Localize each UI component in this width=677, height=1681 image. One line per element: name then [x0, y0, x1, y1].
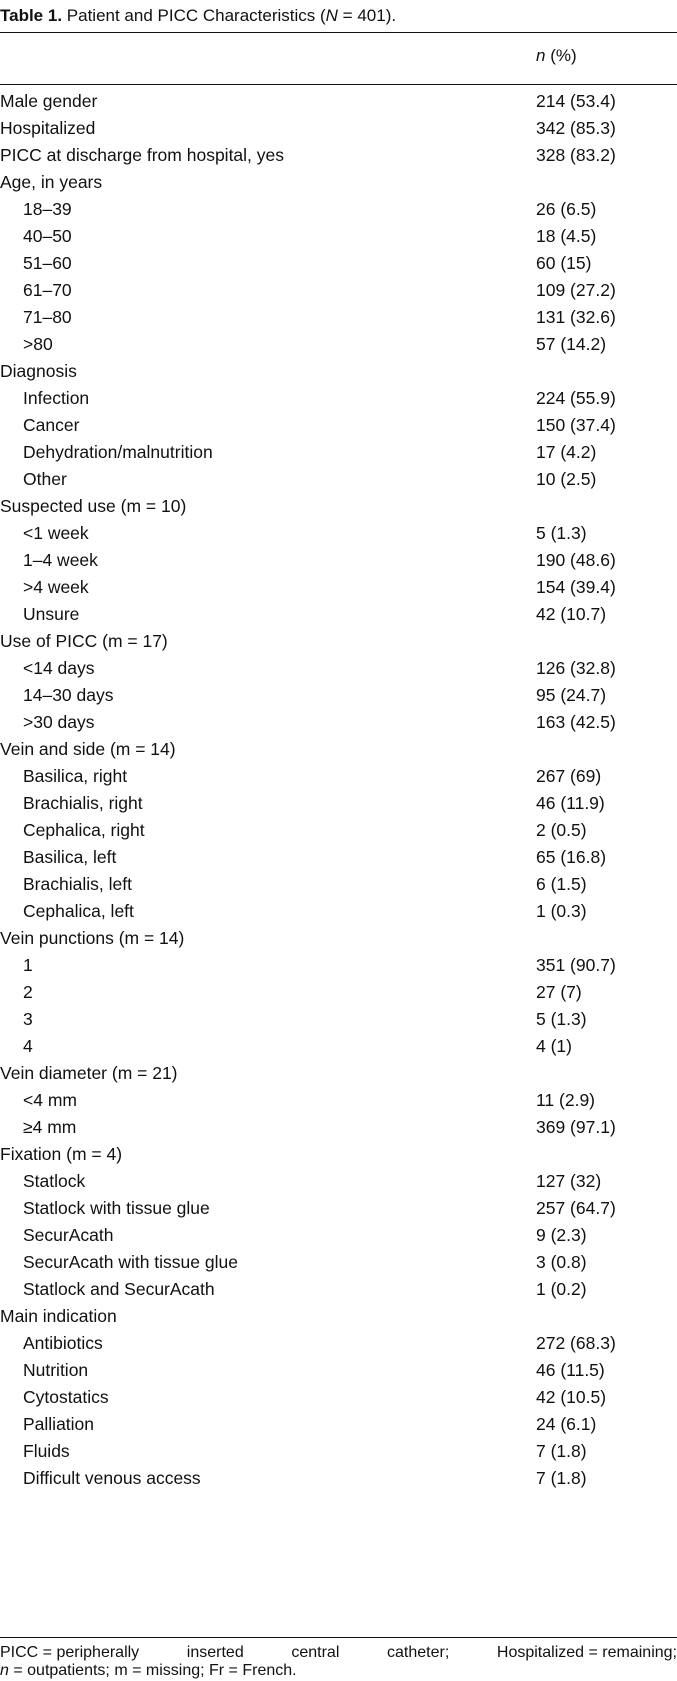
row-label: Brachialis, left: [23, 874, 132, 894]
row-value: 1 (0.3): [536, 901, 587, 921]
footnote-line-2: [0, 1662, 677, 1680]
table-row: [0, 412, 677, 439]
table-row-category: [0, 358, 677, 385]
row-label: SecurAcath: [23, 1225, 114, 1245]
row-label: Use of PICC (m = 17): [0, 631, 168, 651]
table-row: [0, 1033, 677, 1060]
table-caption: [0, 5, 396, 27]
table-row: [0, 1114, 677, 1141]
row-label: 1: [23, 955, 33, 975]
row-label: Hospitalized: [0, 118, 96, 138]
row-label: SecurAcath with tissue glue: [23, 1252, 238, 1272]
table-row: [0, 871, 677, 898]
row-label: Basilica, left: [23, 847, 117, 867]
row-value: 267 (69): [536, 766, 602, 786]
table-row: [0, 385, 677, 412]
row-value: 1 (0.2): [536, 1279, 587, 1299]
row-value: 26 (6.5): [536, 199, 597, 219]
row-label: >30 days: [23, 712, 95, 732]
row-value: 42 (10.7): [536, 604, 607, 624]
row-value: 11 (2.9): [536, 1090, 596, 1110]
row-value: 46 (11.5): [536, 1360, 605, 1380]
row-label: Diagnosis: [0, 361, 77, 381]
table-row-category: [0, 115, 677, 142]
row-label: Vein diameter (m = 21): [0, 1063, 178, 1083]
row-value: 190 (48.6): [536, 550, 616, 570]
table-row: [0, 1276, 677, 1303]
row-label: PICC at discharge from hospital, yes: [0, 145, 285, 165]
row-value: 163 (42.5): [536, 712, 616, 732]
footnote-word: inserted: [186, 1644, 244, 1661]
row-label: Fixation (m = 4): [0, 1144, 123, 1164]
row-label: Fluids: [23, 1441, 70, 1461]
row-value: 46 (11.9): [536, 793, 605, 813]
row-value: 95 (24.7): [536, 685, 607, 705]
table-body: [0, 88, 677, 1492]
row-label: Statlock with tissue glue: [23, 1198, 210, 1218]
table-row: [0, 817, 677, 844]
row-label: Palliation: [23, 1414, 95, 1434]
row-label: Brachialis, right: [23, 793, 143, 813]
row-label: <1 week: [23, 523, 89, 543]
table-row: [0, 466, 677, 493]
table-row: [0, 763, 677, 790]
row-value: 60 (15): [536, 253, 592, 273]
row-value: 24 (6.1): [536, 1414, 597, 1434]
row-value: 57 (14.2): [536, 334, 607, 354]
table-row: [0, 844, 677, 871]
row-label: ≥4 mm: [23, 1117, 77, 1137]
row-value: 126 (32.8): [536, 658, 616, 678]
row-value: 127 (32): [536, 1171, 602, 1191]
row-label: 4: [23, 1036, 33, 1056]
table-row: [0, 1330, 677, 1357]
row-value: 224 (55.9): [536, 388, 616, 408]
row-value: 328 (83.2): [536, 145, 616, 165]
row-value: 4 (1): [536, 1036, 572, 1056]
row-label: Cephalica, left: [23, 901, 134, 921]
row-value: 42 (10.5): [536, 1387, 607, 1407]
row-label: 2: [23, 982, 33, 1002]
row-value: 272 (68.3): [536, 1333, 616, 1353]
table-row: [0, 1465, 677, 1492]
table-row: [0, 547, 677, 574]
bottom-rule: [0, 1637, 677, 1638]
footnote-word: central: [291, 1644, 340, 1661]
footnote-line-2-text: = outpatients; m = missing; Fr = French.: [8, 1662, 297, 1679]
row-value: 18 (4.5): [536, 226, 597, 246]
row-label: 40–50: [23, 226, 72, 246]
table-row: [0, 250, 677, 277]
row-value: 131 (32.6): [536, 307, 616, 327]
row-value: 65 (16.8): [536, 847, 607, 867]
caption-text: Patient and PICC Characteristics (: [66, 6, 326, 25]
table-footnote: [0, 1644, 677, 1680]
table-row: [0, 898, 677, 925]
row-value: 342 (85.3): [536, 118, 616, 138]
row-label: Statlock and SecurAcath: [23, 1279, 215, 1299]
row-value: 5 (1.3): [536, 1009, 587, 1029]
row-value: 257 (64.7): [536, 1198, 616, 1218]
table-row-category: [0, 736, 677, 763]
row-value: 3 (0.8): [536, 1252, 587, 1272]
row-value: 10 (2.5): [536, 469, 597, 489]
row-label: Cephalica, right: [23, 820, 145, 840]
row-label: Infection: [23, 388, 90, 408]
column-header-n-percent: [536, 45, 577, 67]
row-label: >80: [23, 334, 53, 354]
footnote-word: Hospitalized = remaining;: [496, 1644, 677, 1661]
table-row: [0, 574, 677, 601]
footnote-line-1: [0, 1644, 677, 1662]
table-row: [0, 601, 677, 628]
row-label: Male gender: [0, 91, 98, 111]
row-value: 214 (53.4): [536, 91, 616, 111]
table-row: [0, 1195, 677, 1222]
row-value: 5 (1.3): [536, 523, 587, 543]
footnote-word: PICC = peripherally: [0, 1644, 140, 1661]
table-row: [0, 1222, 677, 1249]
table-row: [0, 1006, 677, 1033]
row-label: <4 mm: [23, 1090, 77, 1110]
row-value: 351 (90.7): [536, 955, 616, 975]
table-row: [0, 520, 677, 547]
row-label: Other: [23, 469, 67, 489]
table-row: [0, 682, 677, 709]
table-row-category: [0, 925, 677, 952]
table-row: [0, 952, 677, 979]
header-percent: (%): [545, 46, 577, 65]
caption-text-end: = 401).: [337, 6, 397, 25]
row-label: Main indication: [0, 1306, 117, 1326]
row-value: 154 (39.4): [536, 577, 616, 597]
row-label: Unsure: [23, 604, 80, 624]
row-label: Dehydration/malnutrition: [23, 442, 213, 462]
table-row: [0, 1087, 677, 1114]
caption-n-symbol: N: [325, 6, 338, 25]
table-row-category: [0, 1141, 677, 1168]
table-row: [0, 709, 677, 736]
row-label: Basilica, right: [23, 766, 128, 786]
footnote-n-symbol: n: [0, 1662, 9, 1679]
row-value: 109 (27.2): [536, 280, 616, 300]
header-n-symbol: n: [536, 46, 546, 65]
table-row: [0, 277, 677, 304]
row-label: >4 week: [23, 577, 89, 597]
row-value: 6 (1.5): [536, 874, 587, 894]
table-row-category: [0, 169, 677, 196]
row-label: Vein punctions (m = 14): [0, 928, 185, 948]
row-value: 150 (37.4): [536, 415, 616, 435]
row-label: Cancer: [23, 415, 80, 435]
row-label: Cytostatics: [23, 1387, 109, 1407]
row-label: 61–70: [23, 280, 72, 300]
table-row: [0, 223, 677, 250]
row-label: 18–39: [23, 199, 72, 219]
table-row: [0, 655, 677, 682]
table-row: [0, 1168, 677, 1195]
row-label: 3: [23, 1009, 33, 1029]
row-label: <14 days: [23, 658, 95, 678]
header-rule: [0, 84, 677, 85]
row-label: Statlock: [23, 1171, 86, 1191]
table-row-category: [0, 493, 677, 520]
table-row: [0, 196, 677, 223]
row-value: 9 (2.3): [536, 1225, 587, 1245]
row-label: Vein and side (m = 14): [0, 739, 176, 759]
row-label: Difficult venous access: [23, 1468, 201, 1488]
table-row: [0, 439, 677, 466]
row-value: 7 (1.8): [536, 1441, 587, 1461]
table-row-category: [0, 88, 677, 115]
caption-label: Table 1.: [0, 6, 63, 25]
table-row: [0, 1411, 677, 1438]
row-value: 369 (97.1): [536, 1117, 616, 1137]
row-label: Age, in years: [0, 172, 103, 192]
row-label: Antibiotics: [23, 1333, 103, 1353]
row-label: 14–30 days: [23, 685, 114, 705]
table-row: [0, 331, 677, 358]
table-row: [0, 1384, 677, 1411]
row-label: 1–4 week: [23, 550, 98, 570]
table-row: [0, 790, 677, 817]
row-label: Suspected use (m = 10): [0, 496, 187, 516]
footnote-word: catheter;: [387, 1644, 450, 1661]
row-label: 51–60: [23, 253, 72, 273]
row-value: 7 (1.8): [536, 1468, 587, 1488]
table-row-category: [0, 628, 677, 655]
row-label: 71–80: [23, 307, 72, 327]
row-label: Nutrition: [23, 1360, 89, 1380]
top-rule: [0, 32, 677, 33]
table-row-category: [0, 1303, 677, 1330]
table-row: [0, 1357, 677, 1384]
table-row-category: [0, 1060, 677, 1087]
table-row: [0, 1438, 677, 1465]
table-row: [0, 304, 677, 331]
row-value: 17 (4.2): [536, 442, 597, 462]
table-row-category: [0, 142, 677, 169]
table-row: [0, 1249, 677, 1276]
row-value: 27 (7): [536, 982, 582, 1002]
row-value: 2 (0.5): [536, 820, 587, 840]
table-row: [0, 979, 677, 1006]
